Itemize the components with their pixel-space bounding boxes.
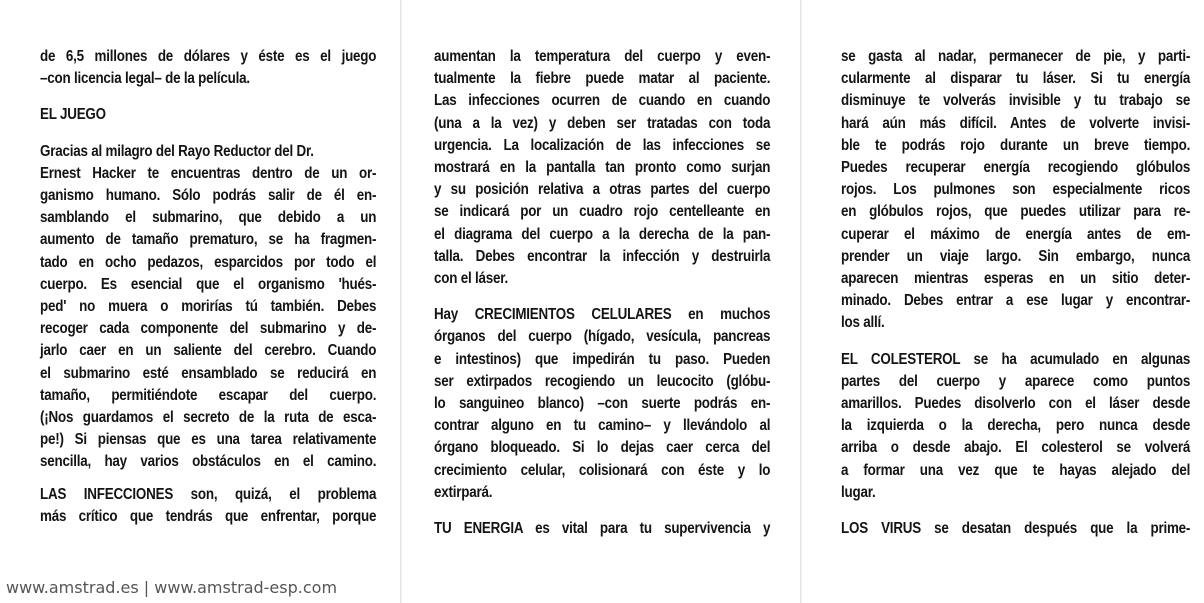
text-line: extirpará. — [434, 483, 493, 501]
text-line: EL COLESTEROL se ha acumulado en algunas — [841, 350, 1191, 368]
text-line: minado. Debes entrar a ese lugar y encontrar- — [841, 292, 1191, 310]
text-column-1 — [40, 46, 376, 528]
text-line: órganos del cuerpo (hígado, vesícula, pancreas — [434, 328, 771, 346]
text-line: tualmente la fiebre puede matar al paciente. — [434, 70, 771, 88]
section-heading: EL JUEGO — [40, 106, 106, 124]
text-line: hará aún más difícil. Antes de volverte invisi- — [841, 114, 1191, 132]
text-line: Ernest Hacker te encuentras dentro de un or- — [40, 164, 377, 182]
text-line: LOS VIRUS se desatan después que la prime- — [841, 520, 1191, 538]
paragraph — [434, 518, 770, 540]
text-line: aumento de tamaño prematuro, se ha fragmen- — [40, 231, 377, 249]
text-line: (una a la vez) y deben ser tratadas con toda — [434, 114, 771, 132]
text-line: Puedes recuperar energía recogiendo glóbulos — [841, 159, 1191, 177]
text-line: cuperar el máximo de energía antes de em- — [841, 225, 1191, 243]
text-line: Las infecciones ocurren de cuando en cuando — [434, 92, 771, 110]
text-line: talla. Debes encontrar la infección y destruirla — [434, 247, 771, 265]
text-line: rojos. Los pulmones son especialmente ricos — [841, 181, 1191, 199]
paragraph — [841, 46, 1190, 335]
text-line: a formar una vez que te hayas alejado del — [841, 461, 1191, 479]
text-line: partes del cuerpo y aparece como puntos — [841, 372, 1191, 390]
text-line: ble te podrás rojo durante un breve tiempo. — [841, 136, 1191, 154]
text-line: más crítico que tendrás que enfrentar, porque — [40, 507, 377, 525]
page-fold — [400, 0, 402, 603]
text-line: la izquierda o la derecha, pero nunca desde — [841, 417, 1191, 435]
text-line: ganismo humano. Sólo podrás salir de él en- — [40, 187, 377, 205]
text-line: tamaño, permitiéndote escapar del cuerpo. — [40, 386, 377, 404]
paragraph — [40, 46, 376, 90]
text-line: se gasta al nadar, permanecer de pie, y parti- — [841, 48, 1191, 65]
text-line: tado en ocho pedazos, esparcidos por todo el — [40, 253, 377, 271]
text-line: con el láser. — [434, 270, 509, 288]
text-line: disminuye te volverás invisible y tu trabajo se — [841, 92, 1191, 110]
text-line: los allí. — [841, 314, 885, 332]
text-line: órgano bloqueado. Si lo dejas caer cerca del — [434, 439, 771, 457]
text-line: arriba o desde abajo. El colesterol se volverá — [841, 439, 1191, 457]
text-line: ser extirpados recogiendo un leucocito (glóbu- — [434, 372, 771, 390]
text-column-3 — [841, 46, 1190, 540]
text-line: lugar. — [841, 483, 876, 501]
site-watermark: www.amstrad.es | www.amstrad-esp.com — [6, 578, 338, 597]
text-line: –con licencia legal– de la película. — [40, 70, 250, 88]
text-line: prender un viaje largo. Sin embargo, nunca — [841, 247, 1191, 265]
text-line: pe!) Si piensas que es una tarea relativamente — [40, 431, 377, 449]
text-line: cularmente al disparar tu láser. Si tu energía — [841, 70, 1191, 88]
text-line: urgencia. La localización de las infecciones se — [434, 136, 771, 154]
text-line: mostrará en la pantalla tan pronto como surjan — [434, 159, 771, 177]
text-line: lo sanguineo blanco) –con suerte podrás en- — [434, 395, 771, 413]
paragraph — [434, 46, 770, 290]
paragraph — [434, 304, 770, 504]
text-line: samblando el submarino, que debido a un — [40, 209, 377, 227]
text-column-2 — [434, 46, 770, 540]
text-line: el diagrama del cuerpo a la derecha de la pan- — [434, 225, 771, 243]
text-line: se indicará por un cuadro rojo centelleante en — [434, 203, 771, 221]
paragraph — [40, 484, 376, 528]
text-line: e intestinos) que impedirán tu paso. Pueden — [434, 350, 771, 368]
text-line: el submarino esté ensamblado se reducirá en — [40, 364, 377, 382]
text-line: sencilla, hay varios obstáculos en el camino. — [40, 453, 377, 471]
text-line: en glóbulos rojos, que puedes utilizar para re- — [841, 203, 1191, 221]
text-line: cuerpo. Es esencial que el organismo 'hués- — [40, 275, 377, 293]
text-line: crecimiento celular, colisionará con éste y lo — [434, 461, 771, 479]
paragraph — [841, 518, 1190, 540]
text-line: jarlo caer en un saliente del cerebro. Cuando — [40, 342, 377, 360]
text-line: (¡Nos guardamos el secreto de la ruta de esca- — [40, 409, 377, 427]
text-line: amarillos. Puedes disolverlo con el láser desde — [841, 395, 1191, 413]
text-line: contrar alguno en tu camino– y llevándolo al — [434, 417, 771, 435]
text-line: TU ENERGIA es vital para tu supervivencia y — [434, 520, 771, 538]
text-line: Hay CRECIMIENTOS CELULARES en muchos — [434, 306, 771, 324]
text-line: LAS INFECCIONES son, quizá, el problema — [40, 485, 377, 503]
text-line: aparecen mientras esperas en un sitio deter- — [841, 270, 1191, 288]
paragraph — [40, 141, 376, 474]
text-line: aumentan la temperatura del cuerpo y even- — [434, 48, 771, 65]
text-line: ped' no muera o morirías tú también. Debes — [40, 298, 377, 316]
text-line: Gracias al milagro del Rayo Reductor del Dr. — [40, 142, 314, 160]
paragraph — [841, 349, 1190, 504]
page-fold — [800, 0, 802, 603]
text-line: de 6,5 millones de dólares y éste es el juego — [40, 48, 377, 65]
text-line: y su posición relativa a otras partes del cuerpo — [434, 181, 771, 199]
text-line: recoger cada componente del submarino y de- — [40, 320, 377, 338]
